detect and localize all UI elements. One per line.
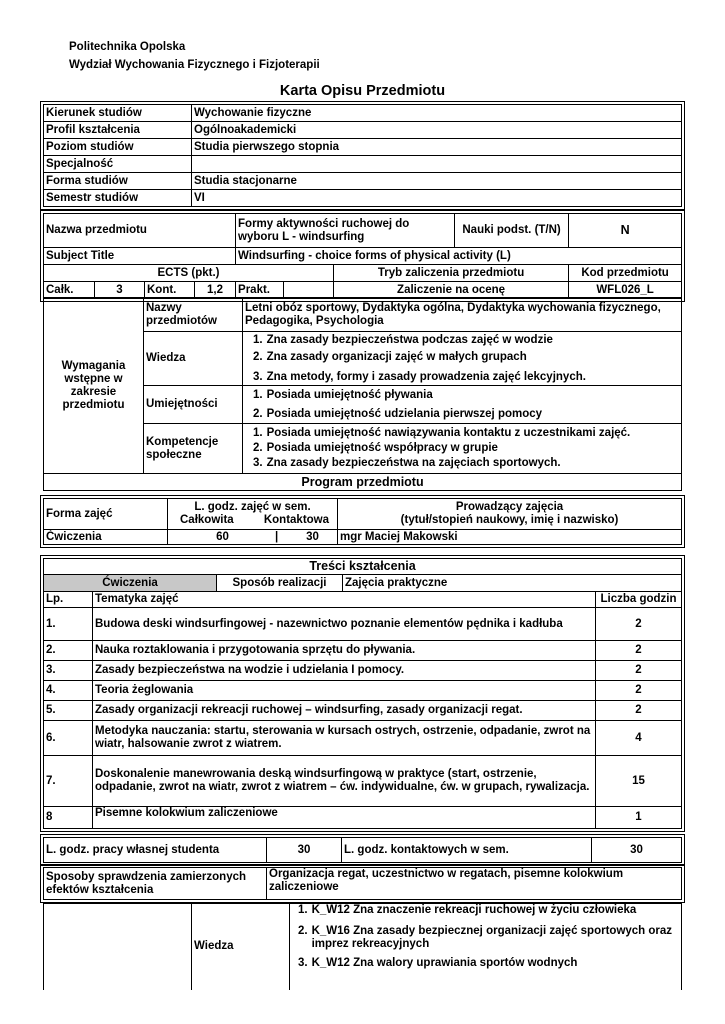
verification-value: Organizacja regat, uczestnictwo w regatach, pisemne kolokwium zaliczeniowe (267, 868, 682, 900)
field-value: Ogólnoakademicki (192, 122, 682, 139)
total-hours-value: 60 (216, 530, 229, 543)
practical-ects-label: Prakt. (236, 282, 284, 299)
contact-hours-total-value: 30 (592, 838, 682, 863)
lp-header: Lp. (44, 592, 93, 608)
field-value: Studia stacjonarne (192, 173, 682, 190)
knowledge-label: Wiedza (144, 332, 243, 386)
hours-header (168, 499, 338, 530)
outcomes-knowledge-label: Wiedza (192, 904, 290, 990)
mode-value: Zaliczenie na ocenę (334, 282, 569, 299)
names-value: Letni obóz sportowy, Dydaktyka ogólna, Dydaktyka wychowania fizycznego, Pedagogika, Psychologia (243, 298, 682, 332)
form-label: Forma zajęć (44, 499, 168, 530)
row-number: 3. (44, 661, 93, 681)
table-row (44, 721, 682, 756)
row-hours: 15 (596, 756, 682, 807)
list-item: 3. Zna zasady bezpieczeństwa na zajęciach sportowych. (253, 457, 561, 469)
table-row (44, 807, 682, 829)
row-topic: Teoria żeglowania (93, 681, 596, 701)
field-label: Forma studiów (44, 173, 192, 190)
hours-values (168, 530, 338, 545)
names-label: Nazwy przedmiotów (144, 298, 243, 332)
list-item: 1. Zna zasady bezpieczeństwa podczas zajęć w wodzie (253, 333, 553, 346)
university-name: Politechnika Opolska (69, 41, 186, 53)
page-title: Karta Opisu Przedmiotu (279, 83, 446, 99)
outcome-item: 3. K_W12 Zna walory uprawiania sportów wodnych (298, 957, 578, 969)
hours-separator: | (275, 530, 279, 543)
total-hours-label: Całkowita (180, 514, 234, 526)
row-hours: 1 (596, 807, 682, 829)
subject-title-value: Windsurfing - choice forms of physical activity (L) (236, 248, 682, 265)
field-label: Semestr studiów (44, 190, 192, 207)
subject-name-value: Formy aktywności ruchowej do wyboru L - windsurfing (236, 214, 455, 248)
row-number: 5. (44, 701, 93, 721)
contact-hours-total-label: L. godz. kontaktowych w sem. (342, 838, 592, 863)
program-info-table (43, 104, 682, 207)
row-hours: 2 (596, 661, 682, 681)
field-label: Profil kształcenia (44, 122, 192, 139)
code-value: WFL026_L (569, 282, 682, 299)
total-ects-value: 3 (95, 282, 145, 299)
hours-header: Liczba godzin (596, 592, 682, 608)
faculty-name: Wydział Wychowania Fizycznego i Fizjoterapii (69, 59, 320, 71)
method-value: Zajęcia praktyczne (343, 575, 682, 592)
row-topic: Nauka roztaklowania i przygotowania sprzętu do pływania. (93, 641, 596, 661)
row-hours: 2 (596, 681, 682, 701)
list-item: 3. Zna metody, formy i zasady prowadzenia zajęć lekcyjnych. (253, 370, 586, 383)
teacher-value: mgr Maciej Makowski (338, 530, 682, 545)
row-topic: Zasady organizacji rekreacji ruchowej – windsurfing, zasady organizacji regat. (93, 701, 596, 721)
code-label: Kod przedmiotu (569, 265, 682, 282)
row-hours: 2 (596, 701, 682, 721)
own-work-label: L. godz. pracy własnej studenta (44, 838, 267, 863)
content-header: Treści kształcenia (44, 559, 682, 575)
table-row (44, 641, 682, 661)
field-label: Poziom studiów (44, 139, 192, 156)
field-value (192, 156, 682, 173)
practical-ects-value (284, 282, 334, 299)
row-topic: Metodyka nauczania: startu, sterowania w kursach ostrych, ostrzenie, odpadanie, zwrot na wiatr, halsowanie zwrot z wiatrem. (93, 721, 596, 756)
outcomes-table (43, 903, 682, 990)
basic-science-value: N (569, 214, 682, 248)
outcome-item: 1. K_W12 Zna znaczenie rekreacji ruchowej w życiu człowieka (298, 904, 637, 916)
total-ects-label: Całk. (44, 282, 95, 299)
row-hours: 2 (596, 641, 682, 661)
verification-table (43, 867, 682, 900)
row-number: 8 (44, 807, 93, 829)
row-topic: Budowa deski windsurfingowej - nazewnictwo poznanie elementów pędnika i kadłuba (93, 608, 596, 641)
outcomes-empty-cell (44, 904, 192, 990)
row-topic: Pisemne kolokwium zaliczeniowe (93, 807, 596, 829)
table-row (44, 681, 682, 701)
social-label: Kompetencje społeczne (144, 424, 243, 474)
contact-ects-label: Kont. (145, 282, 195, 299)
row-hours: 4 (596, 721, 682, 756)
basic-science-label: Nauki podst. (T/N) (455, 214, 569, 248)
mode-label: Tryb zaliczenia przedmiotu (334, 265, 569, 282)
field-label: Kierunek studiów (44, 105, 192, 122)
teacher-label: Prowadzący zajęcia (455, 501, 564, 513)
field-value: Wychowanie fizyczne (192, 105, 682, 122)
row-number: 1. (44, 608, 93, 641)
ects-label: ECTS (pkt.) (44, 265, 334, 282)
row-number: 7. (44, 756, 93, 807)
table-row (44, 608, 682, 641)
subject-name-label: Nazwa przedmiotu (44, 214, 236, 248)
field-value: VI (192, 190, 682, 207)
own-work-value: 30 (267, 838, 342, 863)
skills-label: Umiejętności (144, 386, 243, 424)
row-number: 6. (44, 721, 93, 756)
requirements-label: Wymagania wstępne w zakresie przedmiotu (44, 298, 144, 474)
teacher-sub-label: (tytuł/stopień naukowy, imię i nazwisko) (400, 514, 619, 526)
workload-table (43, 837, 682, 863)
subject-table (43, 213, 682, 299)
outcome-item: 2. K_W16 Zna zasady bezpiecznej organizacji zajęć sportowych oraz imprez rekreacyjnych (298, 925, 673, 950)
field-value: Studia pierwszego stopnia (192, 139, 682, 156)
subject-title-label: Subject Title (44, 248, 236, 265)
contact-ects-value: 1,2 (195, 282, 236, 299)
hours-label: L. godz. zajęć w sem. (194, 501, 311, 513)
table-row (44, 756, 682, 807)
row-topic: Zasady bezpieczeństwa na wodzie i udzielania I pomocy. (93, 661, 596, 681)
list-item: 2. Posiada umiejętność udzielania pierwszej pomocy (253, 407, 543, 420)
contact-hours-value: 30 (306, 530, 319, 543)
field-label: Specjalność (44, 156, 192, 173)
verification-label: Sposoby sprawdzenia zamierzonych efektów kształcenia (44, 868, 267, 900)
row-topic: Doskonalenie manewrowania deską windsurfingową w praktyce (start, ostrzenie, odpadanie, zwrot na wiatr, zwrot z wiatrem – ćw. indywidualne, ćw. w grupach, rywalizacja. (93, 756, 596, 807)
content-form: Ćwiczenia (44, 575, 217, 592)
contact-hours-label: Kontaktowa (263, 514, 330, 526)
row-number: 2. (44, 641, 93, 661)
row-hours: 2 (596, 608, 682, 641)
list-item: 2. Zna zasady organizacji zajęć w małych grupach (253, 350, 527, 363)
method-label: Sposób realizacji (217, 575, 343, 592)
list-item: 1. Posiada umiejętność pływania (253, 388, 433, 401)
list-item: 1. Posiada umiejętność nawiązywania kontaktu z uczestnikami zajęć. (253, 427, 631, 439)
requirements-table (43, 297, 682, 491)
classes-table (43, 498, 682, 545)
teacher-header (338, 499, 682, 530)
content-table (43, 558, 682, 829)
program-header: Program przedmiotu (44, 474, 682, 491)
form-value: Ćwiczenia (44, 530, 168, 545)
table-row (44, 661, 682, 681)
row-number: 4. (44, 681, 93, 701)
topic-header: Tematyka zajęć (93, 592, 596, 608)
list-item: 2. Posiada umiejętność współpracy w grupie (253, 442, 498, 454)
table-row (44, 701, 682, 721)
